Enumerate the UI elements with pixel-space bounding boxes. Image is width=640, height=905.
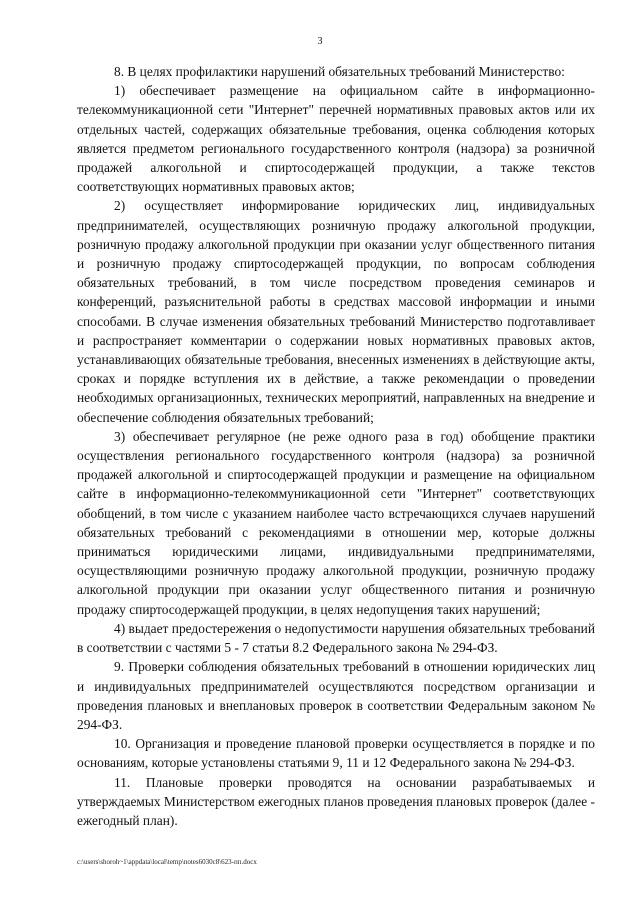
page-number: 3 <box>317 36 323 47</box>
paragraph-8: 8. В целях профилактики нарушений обязательных требований Министерство: <box>114 64 565 79</box>
paragraph-11: 11. Плановые проверки проводятся на основании разрабатываемых и утверждаемых Министерством ежегодных планов проведения плановых проверок (далее - ежегодный план). <box>77 774 595 828</box>
paragraph-8-1: 1) обеспечивает размещение на официальном сайте в информационно-телекоммуникационной сети "Интернет" перечней нормативных правовых актов или их отдельных частей, содержащих обязательные требования, оценка соблюдения которых является предметом регионального государственного контроля (надзора) за розничной продажей алкогольной и спиртосодержащей продукции, а также текстов соответствующих нормативных правовых актов; <box>77 83 595 195</box>
paragraph-8-3: 3) обеспечивает регулярное (не реже одного раза в год) обобщение практики осуществления регионального государственного контроля (надзора) за розничной продажей алкогольной и спиртосодержащей продукции и размещение на официальном сайте в информационно-телекоммуникационной сети "Интернет" соответствующих обобщений, в том числе с указанием наиболее часто встречающихся случаев нарушений обязательных требований с рекомендациями в отношении мер, которые должны приниматься юридическими лицами, индивидуальными предпринимателями, осуществляющими розничную продажу алкогольной продукции, розничную продажу алкогольной продукции при оказании услуг общественного питания и розничную продажу спиртосодержащей продукции, в целях недопущения таких нарушений; <box>77 428 595 617</box>
paragraph-10: 10. Организация и проведение плановой проверки осуществляется в порядке и по основаниям, которые установлены статьями 9, 11 и 12 Федерального закона № 294-ФЗ. <box>77 736 595 771</box>
file-path-footer: c:\users\shoroh~1\appdata\local\temp\notes6030c8\623-пп.docx <box>77 858 257 866</box>
paragraph-8-2: 2) осуществляет информирование юридических лиц, индивидуальных предпринимателей, осуществляющих розничную продажу алкогольной продукции, розничную продажу алкогольной продукции при оказании услуг общественного питания и розничную продажу спиртосодержащей продукции, по вопросам соблюдения обязательных требований, в том числе посредством проведения семинаров и конференций, разъяснительной работы в средствах массовой информации и иными способами. В случае изменения обязательных требований Министерство подготавливает и распространяет комментарии о содержании новых нормативных правовых актов, устанавливающих обязательные требования, внесенных изменениях в действующие акты, сроках и порядке вступления их в действие, а также рекомендации о проведении необходимых организационных, технических мероприятий, направленных на внедрение и обеспечение соблюдения обязательных требований; <box>77 198 595 425</box>
document-body <box>77 62 595 830</box>
paragraph-8-4: 4) выдает предостережения о недопустимости нарушения обязательных требований в соответствии с частями 5 - 7 статьи 8.2 Федерального закона № 294-ФЗ. <box>77 620 595 656</box>
paragraph-9: 9. Проверки соблюдения обязательных требований в отношении юридических лиц и индивидуальных предпринимателей осуществляются посредством организации и проведения плановых и внеплановых проверок в соответствии Федеральным законом № 294-ФЗ. <box>77 659 595 732</box>
